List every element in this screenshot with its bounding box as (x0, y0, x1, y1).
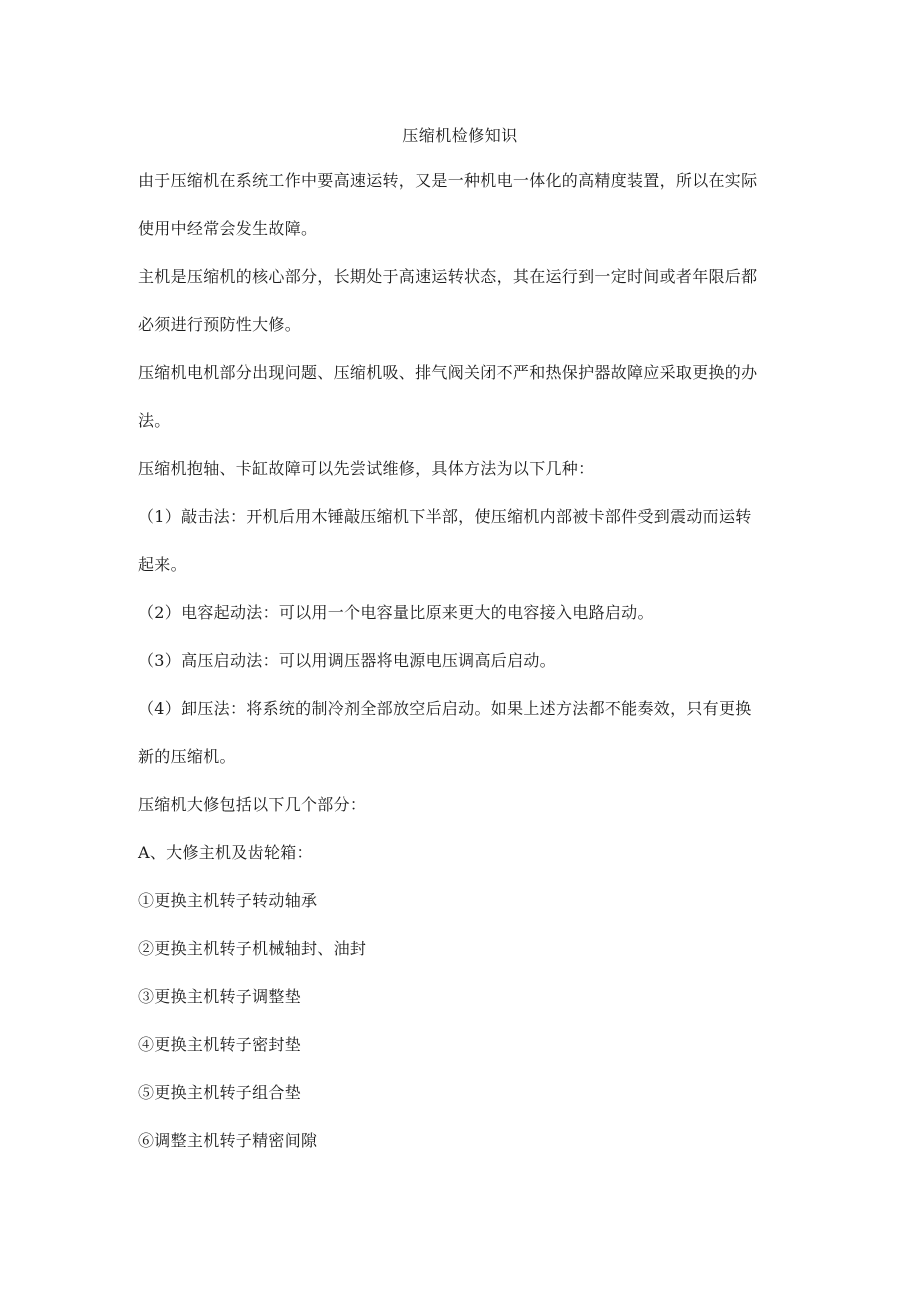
paragraph-line: 主机是压缩机的核心部分，长期处于高速运转状态，其在运行到一定时间或者年限后都 (138, 267, 758, 286)
paragraph-line: （1）敲击法：开机后用木锤敲压缩机下半部，使压缩机内部被卡部件受到震动而运转 (138, 507, 752, 526)
paragraph-line: 法。 (138, 411, 171, 430)
list-item: ③更换主机转子调整垫 (138, 987, 302, 1006)
list-heading: A、大修主机及齿轮箱： (138, 843, 313, 862)
paragraph-line: 必须进行预防性大修。 (138, 315, 302, 334)
list-item: ⑤更换主机转子组合垫 (138, 1083, 302, 1102)
list-item: ④更换主机转子密封垫 (138, 1035, 302, 1054)
paragraph-line: 新的压缩机。 (138, 747, 236, 766)
paragraph-line: 起来。 (138, 555, 187, 574)
paragraph-line: 压缩机大修包括以下几个部分： (138, 795, 367, 814)
paragraph-line: （4）卸压法：将系统的制冷剂全部放空后启动。如果上述方法都不能奏效，只有更换 (138, 699, 752, 718)
paragraph-line: （3）高压启动法：可以用调压器将电源电压调高后启动。 (138, 651, 556, 670)
list-item: ⑥调整主机转子精密间隙 (138, 1131, 318, 1150)
list-item: ②更换主机转子机械轴封、油封 (138, 939, 367, 958)
paragraph-line: 使用中经常会发生故障。 (138, 219, 318, 238)
paragraph-line: 压缩机抱轴、卡缸故障可以先尝试维修，具体方法为以下几种： (138, 459, 595, 478)
paragraph-line: （2）电容起动法：可以用一个电容量比原来更大的电容接入电路启动。 (138, 603, 654, 622)
document-title: 压缩机检修知识 (402, 126, 518, 145)
paragraph-line: 由于压缩机在系统工作中要高速运转，又是一种机电一体化的高精度装置，所以在实际 (138, 171, 758, 190)
paragraph-line: 压缩机电机部分出现问题、压缩机吸、排气阀关闭不严和热保护器故障应采取更换的办 (138, 363, 758, 382)
list-item: ①更换主机转子转动轴承 (138, 891, 318, 910)
